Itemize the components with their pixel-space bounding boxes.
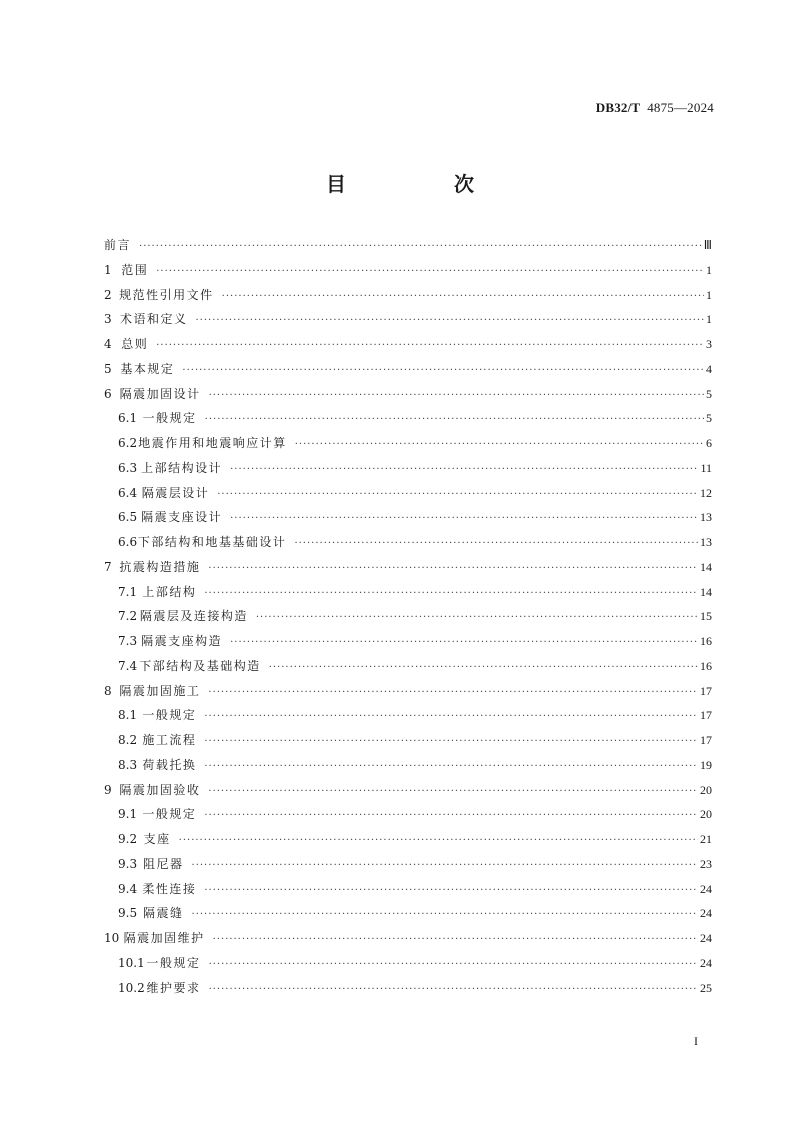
toc-entry-title: 范围 — [121, 262, 149, 277]
toc-entry-number: 8.2 — [118, 733, 138, 747]
toc-entry-title: 荷载托换 — [142, 757, 197, 772]
toc-entry-number: 7.4 — [118, 658, 138, 673]
toc-dot-leader — [195, 309, 704, 334]
toc-entry-page: 21 — [700, 832, 712, 846]
toc-entry-title: 隔震支座构造 — [141, 634, 223, 648]
toc-dot-leader — [230, 507, 698, 532]
toc-entry-page: 13 — [700, 510, 712, 525]
toc-entry-number: 7.1 — [118, 584, 138, 599]
toc-dot-leader — [179, 829, 698, 854]
toc-dot-leader — [230, 631, 698, 656]
toc-entry-page: Ⅲ — [703, 238, 712, 252]
toc-entry[interactable] — [104, 456, 712, 481]
toc-entry-number: 3 — [104, 312, 112, 327]
toc-entry-title: 隔震层及连接构造 — [139, 609, 248, 624]
toc-entry-title: 施工流程 — [142, 733, 197, 747]
toc-entry-title: 前言 — [104, 238, 132, 252]
toc-entry-number: 9.1 — [118, 807, 138, 822]
toc-entry-title: 上部结构设计 — [141, 460, 223, 475]
toc-entry-number: 6 — [104, 386, 112, 401]
toc-dot-leader — [294, 532, 698, 557]
toc-entry-number: 8.1 — [118, 708, 138, 723]
toc-dot-leader — [204, 730, 698, 755]
toc-entry-title: 总则 — [121, 337, 149, 351]
toc-entry[interactable] — [104, 951, 712, 976]
toc-entry-number: 6.4 — [118, 485, 138, 500]
toc-entry-page: 1 — [706, 312, 712, 327]
toc-dot-leader — [156, 260, 704, 285]
toc-entry-page: 1 — [706, 287, 712, 302]
toc-entry[interactable] — [104, 877, 712, 902]
toc-dot-leader — [208, 780, 698, 805]
toc-entry-title: 阻尼器 — [143, 856, 184, 871]
toc-entry-page: 17 — [700, 733, 712, 747]
toc-entry-page: 12 — [700, 485, 712, 500]
toc-entry-title: 下部结构及基础构造 — [139, 658, 261, 673]
toc-entry-page: 24 — [700, 955, 712, 970]
toc-entry[interactable] — [104, 852, 712, 877]
toc-entry[interactable] — [104, 406, 712, 431]
toc-entry-number: 7 — [104, 559, 112, 574]
toc-entry-title: 下部结构和地基基础设计 — [137, 535, 287, 549]
toc-entry[interactable] — [104, 976, 712, 1001]
toc-dot-leader — [204, 879, 698, 904]
toc-entry[interactable] — [104, 332, 712, 357]
toc-dot-leader — [192, 854, 698, 879]
toc-dot-leader — [205, 408, 704, 433]
toc-dot-leader — [139, 235, 702, 260]
toc-dot-leader — [192, 903, 698, 928]
toc-dot-leader — [204, 755, 698, 780]
toc-entry-page: 24 — [700, 881, 712, 896]
toc-dot-leader — [204, 804, 698, 829]
toc-entry-title: 上部结构 — [142, 584, 197, 599]
toc-dot-leader — [217, 483, 698, 508]
toc-entry-number: 9.5 — [118, 906, 138, 921]
toc-entry[interactable] — [104, 481, 712, 506]
toc-entry-page: 6 — [706, 436, 712, 450]
toc-entry-number: 8.3 — [118, 757, 138, 772]
toc-entry-number: 7.3 — [118, 634, 138, 648]
toc-entry[interactable] — [104, 283, 712, 308]
toc-entry-title: 基本规定 — [120, 361, 175, 376]
toc-dot-leader — [208, 557, 698, 582]
toc-dot-leader — [208, 681, 698, 706]
toc-entry-page: 17 — [700, 708, 712, 723]
toc-entry[interactable] — [104, 307, 712, 332]
toc-entry[interactable] — [104, 629, 712, 654]
toc-entry-number: 6.2 — [118, 436, 138, 450]
toc-entry-number: 4 — [104, 337, 112, 351]
toc-entry[interactable] — [104, 679, 712, 704]
standard-code-number: 4875—2024 — [647, 100, 714, 115]
toc-entry-number: 5 — [104, 361, 112, 376]
toc-entry-page: 17 — [700, 683, 712, 698]
toc-entry-number: 10 — [104, 931, 120, 945]
toc-entry[interactable] — [104, 778, 712, 803]
toc-dot-leader — [256, 606, 698, 631]
toc-entry-page: 15 — [700, 609, 712, 624]
toc-entry[interactable] — [104, 431, 712, 456]
toc-entry-number: 9.4 — [118, 881, 138, 896]
toc-entry-title: 支座 — [143, 832, 171, 846]
toc-entry-title: 一般规定 — [146, 955, 201, 970]
toc-dot-leader — [269, 656, 698, 681]
toc-entry[interactable] — [104, 802, 712, 827]
toc-entry-title: 隔震加固维护 — [123, 931, 205, 945]
toc-entry[interactable] — [104, 703, 712, 728]
toc-entry-number: 6.3 — [118, 460, 138, 475]
toc-dot-leader — [156, 334, 704, 359]
toc-dot-leader — [182, 359, 704, 384]
toc-entry[interactable] — [104, 827, 712, 852]
toc-entry[interactable] — [104, 555, 712, 580]
toc-entry[interactable] — [104, 901, 712, 926]
table-of-contents — [104, 233, 712, 1000]
toc-entry-page: 19 — [700, 757, 712, 772]
toc-dot-leader — [209, 978, 698, 1003]
toc-dot-leader — [230, 458, 698, 483]
toc-entry-title: 柔性连接 — [142, 881, 197, 896]
toc-dot-leader — [204, 582, 698, 607]
toc-entry-number: 9.3 — [118, 856, 138, 871]
toc-entry-title: 抗震构造措施 — [119, 559, 201, 574]
toc-entry[interactable] — [104, 357, 712, 382]
toc-entry-title: 隔震加固施工 — [119, 683, 201, 698]
toc-entry-number: 10.1 — [118, 955, 145, 970]
standard-code — [596, 100, 714, 116]
toc-entry-number: 6.1 — [118, 411, 138, 426]
toc-entry-page: 1 — [706, 262, 712, 277]
toc-entry-title: 术语和定义 — [119, 312, 188, 327]
toc-dot-leader — [209, 953, 698, 978]
toc-dot-leader — [204, 705, 698, 730]
toc-entry[interactable] — [104, 926, 712, 951]
toc-dot-leader — [295, 433, 704, 458]
toc-entry-page: 14 — [700, 559, 712, 574]
toc-entry-page: 16 — [700, 634, 712, 648]
toc-entry-page: 24 — [700, 931, 712, 945]
toc-entry-title: 隔震支座设计 — [141, 510, 223, 525]
toc-entry-number: 10.2 — [118, 980, 145, 995]
toc-entry[interactable] — [104, 530, 712, 555]
toc-dot-leader — [222, 285, 704, 310]
toc-entry-title: 隔震缝 — [143, 906, 184, 921]
toc-entry[interactable] — [104, 258, 712, 283]
standard-code-prefix: DB32/T — [595, 100, 641, 115]
toc-entry-page: 20 — [700, 782, 712, 797]
toc-entry[interactable] — [104, 604, 712, 629]
toc-entry[interactable] — [104, 753, 712, 778]
toc-entry[interactable] — [104, 505, 712, 530]
toc-title: 目 次 — [326, 172, 518, 196]
toc-entry-title: 一般规定 — [142, 708, 197, 723]
toc-entry-title: 维护要求 — [146, 980, 201, 995]
toc-entry-title: 一般规定 — [142, 411, 197, 426]
toc-entry-page: 5 — [706, 411, 712, 426]
toc-entry-title: 隔震加固验收 — [119, 782, 201, 797]
toc-entry-page: 14 — [700, 584, 712, 599]
toc-entry-title: 隔震加固设计 — [119, 386, 201, 401]
toc-entry-page: 20 — [700, 807, 712, 822]
toc-entry-page: 23 — [700, 856, 712, 871]
toc-entry-page: 25 — [700, 980, 712, 995]
toc-entry-title: 一般规定 — [142, 807, 197, 822]
toc-entry-number: 2 — [104, 287, 112, 302]
toc-entry-title: 隔震层设计 — [141, 485, 210, 500]
toc-entry-number: 8 — [104, 683, 112, 698]
toc-entry-page: 13 — [700, 535, 712, 549]
toc-entry-page: 3 — [706, 337, 712, 351]
toc-entry[interactable] — [104, 233, 712, 258]
toc-entry-number: 1 — [104, 262, 112, 277]
toc-entry[interactable] — [104, 654, 712, 679]
toc-entry-number: 9.2 — [118, 832, 138, 846]
toc-entry-number: 6.5 — [118, 510, 138, 525]
toc-entry-number: 9 — [104, 782, 112, 797]
toc-entry-page: 24 — [700, 906, 712, 921]
toc-dot-leader — [213, 928, 698, 953]
toc-entry[interactable] — [104, 580, 712, 605]
toc-entry-page: 11 — [700, 460, 712, 475]
toc-entry-page: 5 — [706, 386, 712, 401]
toc-entry-title: 规范性引用文件 — [119, 287, 214, 302]
toc-entry-number: 6.6 — [118, 535, 138, 549]
toc-entry-number: 7.2 — [118, 609, 138, 624]
toc-entry-page: 4 — [706, 361, 712, 376]
toc-entry-page: 16 — [700, 658, 712, 673]
toc-entry[interactable] — [104, 382, 712, 407]
toc-dot-leader — [209, 384, 704, 409]
page-number: I — [694, 1034, 698, 1048]
toc-entry[interactable] — [104, 728, 712, 753]
toc-entry-title: 地震作用和地震响应计算 — [138, 436, 287, 450]
